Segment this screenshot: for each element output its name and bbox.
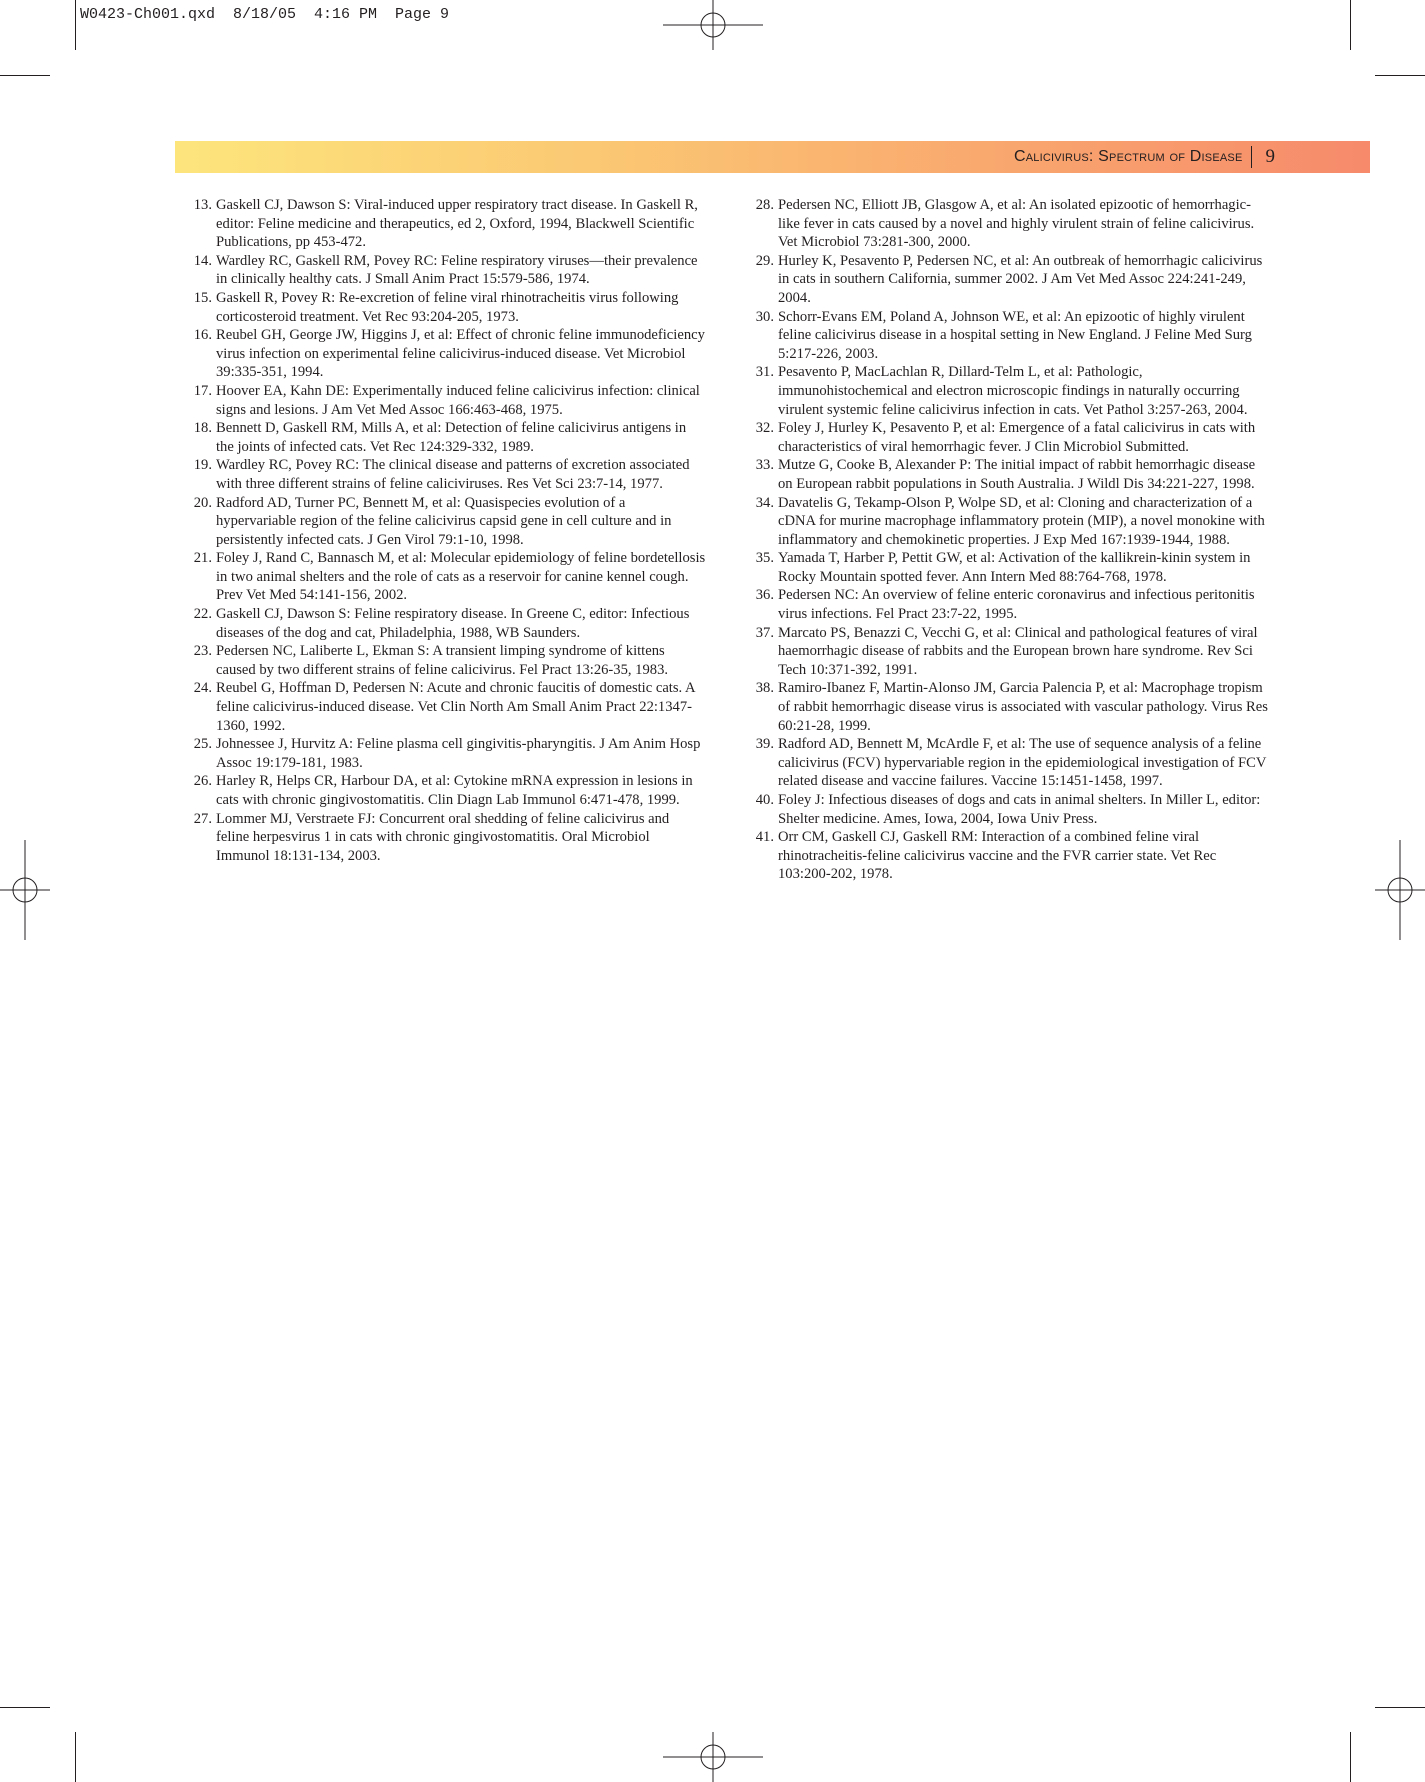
reference-item xyxy=(186,326,706,382)
reference-item xyxy=(186,679,706,735)
reference-number: 40. xyxy=(755,792,774,808)
crop-mark-top-right-vertical xyxy=(1350,0,1351,50)
reference-number: 22. xyxy=(193,606,212,623)
crop-mark-bottom-right-vertical xyxy=(1350,1732,1351,1782)
reference-number: 32. xyxy=(755,420,774,437)
reference-text: Pesavento P, MacLachlan R, Dillard-Telm L, et al: Pathologic, immunohistochemical and electron microscopic findings in naturally occurring virulent systemic feline calicivirus infection in cats. Vet Pathol 3:257-263, 2004. xyxy=(778,364,1248,418)
references-column-left xyxy=(186,196,706,865)
reference-item xyxy=(748,586,1268,623)
reference-text: Pedersen NC, Elliott JB, Glasgow A, et al: An isolated epizootic of hemorrhagic-like fever in cats caused by a novel and highly virulent strain of feline calicivirus. Vet Microbiol 73:281-300, 2000. xyxy=(778,197,1255,251)
reference-item xyxy=(186,642,706,679)
reference-text: Davatelis G, Tekamp-Olson P, Wolpe SD, et al: Cloning and characterization of a cDNA for murine macrophage inflammatory protein (MIP), a novel monokine with inflammatory and chemokinetic properties. J Exp Med 167:1939-1944, 1988. xyxy=(778,494,1265,548)
reference-text: Ramiro-Ibanez F, Martin-Alonso JM, Garcia Palencia P, et al: Macrophage tropism of rabbit hemorrhagic disease virus is associated with vascular pathology. Virus Res 60:21-28, 1999. xyxy=(778,680,1268,734)
reference-text: Gaskell CJ, Dawson S: Viral-induced upper respiratory tract disease. In Gaskell R, editor: Feline medicine and therapeutics, ed 2, Oxford, 1994, Blackwell Scientific Publications, pp 453-472. xyxy=(216,197,698,251)
reference-item xyxy=(186,196,706,252)
crop-mark-top-right-horizontal xyxy=(1375,75,1425,76)
reference-item xyxy=(186,549,706,605)
registration-mark-bottom-icon xyxy=(663,1682,763,1782)
reference-text: Harley R, Helps CR, Harbour DA, et al: Cytokine mRNA expression in lesions in cats with chronic gingivostomatitis. Clin Diagn Lab Immunol 6:471-478, 1999. xyxy=(216,773,693,808)
reference-number: 17. xyxy=(193,382,212,399)
reference-item xyxy=(748,456,1268,493)
reference-item xyxy=(186,289,706,326)
reference-text: Gaskell R, Povey R: Re-excretion of feline viral rhinotracheitis virus following corticosteroid treatment. Vet Rec 93:204-205, 1973. xyxy=(216,289,679,325)
reference-text: Pedersen NC, Laliberte L, Ekman S: A transient limping syndrome of kittens caused by two different strains of feline calicivirus. Fel Pract 13:26-35, 1983. xyxy=(216,643,669,678)
reference-number: 33. xyxy=(755,457,774,474)
crop-mark-bottom-right-horizontal xyxy=(1375,1707,1425,1708)
crop-mark-top-left-horizontal xyxy=(0,75,50,76)
reference-number: 16. xyxy=(193,327,212,344)
reference-number: 14. xyxy=(193,252,212,269)
reference-number: 21. xyxy=(193,550,212,567)
reference-item xyxy=(748,624,1268,680)
references-column-right xyxy=(748,196,1268,884)
reference-text: Radford AD, Turner PC, Bennett M, et al: Quasispecies evolution of a hypervariable region of the feline calicivirus capsid gene in cell culture and in persistently infected cats. J Gen Virol 79:1-10, 1998. xyxy=(216,494,672,548)
reference-number: 38. xyxy=(755,680,774,697)
crop-mark-bottom-left-horizontal xyxy=(0,1707,50,1708)
reference-number: 35. xyxy=(755,550,774,567)
registration-mark-right-icon xyxy=(1325,840,1425,940)
reference-text: Johnessee J, Hurvitz A: Feline plasma cell gingivitis-pharyngitis. J Am Anim Hosp Assoc 19:179-181, 1983. xyxy=(216,736,701,771)
running-head-divider xyxy=(1251,146,1252,168)
reference-number: 19. xyxy=(193,457,212,474)
registration-mark-top-icon xyxy=(663,0,763,100)
reference-text: Reubel G, Hoffman D, Pedersen N: Acute and chronic faucitis of domestic cats. A feline calicivirus-induced disease. Vet Clin North Am Small Anim Pract 22:1347-1360, 1992. xyxy=(216,680,695,734)
running-head xyxy=(1014,145,1275,169)
reference-text: Foley J, Hurley K, Pesavento P, et al: Emergence of a fatal calicivirus in cats with characteristics of viral hemorrhagic fever. J Clin Microbiol Submitted. xyxy=(778,420,1256,455)
reference-number: 28. xyxy=(755,197,774,213)
reference-item xyxy=(748,196,1268,252)
reference-text: Foley J: Infectious diseases of dogs and cats in animal shelters. In Miller L, editor: Shelter medicine. Ames, Iowa, 2004, Iowa Univ Press. xyxy=(778,792,1261,827)
crop-mark-bottom-left-vertical xyxy=(75,1732,76,1782)
reference-number: 18. xyxy=(193,420,212,437)
reference-text: Wardley RC, Gaskell RM, Povey RC: Feline respiratory viruses—their prevalence in clinically healthy cats. J Small Anim Pract 15:579-586, 1974. xyxy=(216,252,698,288)
reference-item xyxy=(748,735,1268,791)
reference-item xyxy=(186,456,706,493)
reference-text: Reubel GH, George JW, Higgins J, et al: Effect of chronic feline immunodeficiency virus infection on experimental feline calicivirus-induced disease. Vet Microbiol 39:335-351, 1994. xyxy=(216,327,705,381)
reference-text: Hurley K, Pesavento P, Pedersen NC, et al: An outbreak of hemorrhagic calicivirus in cats in southern California, summer 2002. J Am Vet Med Assoc 224:241-249, 2004. xyxy=(778,252,1263,306)
crop-mark-top-left-vertical xyxy=(75,0,76,50)
reference-text: Orr CM, Gaskell CJ, Gaskell RM: Interaction of a combined feline viral rhinotracheitis-feline calicivirus vaccine and the FVR carrier state. Vet Rec 103:200-202, 1978. xyxy=(778,829,1217,883)
print-slug: W0423-Ch001.qxd 8/18/05 4:16 PM Page 9 xyxy=(80,6,450,23)
reference-number: 41. xyxy=(755,829,774,846)
reference-item xyxy=(748,419,1268,456)
reference-text: Lommer MJ, Verstraete FJ: Concurrent oral shedding of feline calicivirus and feline herpesvirus 1 in cats with chronic gingivostomatitis. Oral Microbiol Immunol 18:131-134, 2003. xyxy=(216,810,670,864)
reference-item xyxy=(748,549,1268,586)
reference-number: 13. xyxy=(193,197,212,213)
reference-text: Wardley RC, Povey RC: The clinical disease and patterns of excretion associated with three different strains of feline caliciviruses. Res Vet Sci 23:7-14, 1977. xyxy=(216,457,690,492)
reference-number: 15. xyxy=(193,289,212,306)
reference-text: Schorr-Evans EM, Poland A, Johnson WE, et al: An epizootic of highly virulent feline calicivirus disease in a hospital setting in New England. J Feline Med Surg 5:217-226, 2003. xyxy=(778,308,1252,362)
reference-item xyxy=(748,252,1268,308)
reference-number: 24. xyxy=(193,680,212,697)
reference-text: Hoover EA, Kahn DE: Experimentally induced feline calicivirus infection: clinical signs and lesions. J Am Vet Med Assoc 166:463-468, 1975. xyxy=(216,382,700,418)
reference-item xyxy=(748,791,1268,828)
reference-text: Marcato PS, Benazzi C, Vecchi G, et al: Clinical and pathological features of viral haemorrhagic disease of rabbits and the European brown hare syndrome. Rev Sci Tech 10:371-392, 1991. xyxy=(778,624,1258,678)
reference-text: Gaskell CJ, Dawson S: Feline respiratory disease. In Greene C, editor: Infectious diseases of the dog and cat, Philadelphia, 1988, WB Saunders. xyxy=(216,606,690,641)
reference-item xyxy=(186,494,706,550)
reference-item xyxy=(748,828,1268,884)
reference-text: Pedersen NC: An overview of feline enteric coronavirus and infectious peritonitis virus infections. Fel Pract 23:7-22, 1995. xyxy=(778,587,1255,623)
reference-text: Radford AD, Bennett M, McArdle F, et al: The use of sequence analysis of a feline calicivirus (FCV) hypervariable region in the epidemiological investigation of FCV related disease and vaccine failures. Vaccine 15:1451-1458, 1997. xyxy=(778,736,1267,790)
reference-text: Yamada T, Harber P, Pettit GW, et al: Activation of the kallikrein-kinin system in Rocky Mountain spotted fever. Ann Intern Med 88:764-768, 1978. xyxy=(778,550,1251,585)
reference-number: 25. xyxy=(193,736,212,753)
reference-number: 34. xyxy=(755,494,774,511)
reference-number: 30. xyxy=(755,308,774,325)
reference-item xyxy=(748,363,1268,419)
reference-item xyxy=(186,605,706,642)
page-number: 9 xyxy=(1265,146,1275,167)
reference-item xyxy=(186,810,706,866)
reference-item xyxy=(186,735,706,772)
registration-mark-left-icon xyxy=(0,840,100,940)
reference-number: 36. xyxy=(755,587,774,604)
reference-item xyxy=(186,382,706,419)
reference-item xyxy=(186,419,706,456)
reference-item xyxy=(186,252,706,289)
reference-item xyxy=(748,494,1268,550)
reference-item xyxy=(748,308,1268,364)
reference-number: 31. xyxy=(755,364,774,381)
chapter-title: Calicivirus: Spectrum of Disease xyxy=(1014,148,1243,165)
reference-number: 27. xyxy=(193,810,212,827)
reference-text: Bennett D, Gaskell RM, Mills A, et al: Detection of feline calicivirus antigens in the joints of infected cats. Vet Rec 124:329-332, 1989. xyxy=(216,420,687,455)
reference-number: 20. xyxy=(193,494,212,511)
reference-item xyxy=(748,679,1268,735)
reference-number: 37. xyxy=(755,624,774,641)
reference-number: 26. xyxy=(193,773,212,790)
reference-number: 29. xyxy=(755,252,774,269)
reference-number: 23. xyxy=(193,643,212,660)
reference-item xyxy=(186,772,706,809)
reference-text: Mutze G, Cooke B, Alexander P: The initial impact of rabbit hemorrhagic disease on European rabbit populations in South Australia. J Wildl Dis 34:221-227, 1998. xyxy=(778,457,1256,492)
reference-number: 39. xyxy=(755,736,774,753)
reference-text: Foley J, Rand C, Bannasch M, et al: Molecular epidemiology of feline bordetellosis in two animal shelters and the role of cats as a reservoir for canine kennel cough. Prev Vet Med 54:141-156, 2002. xyxy=(216,550,706,604)
